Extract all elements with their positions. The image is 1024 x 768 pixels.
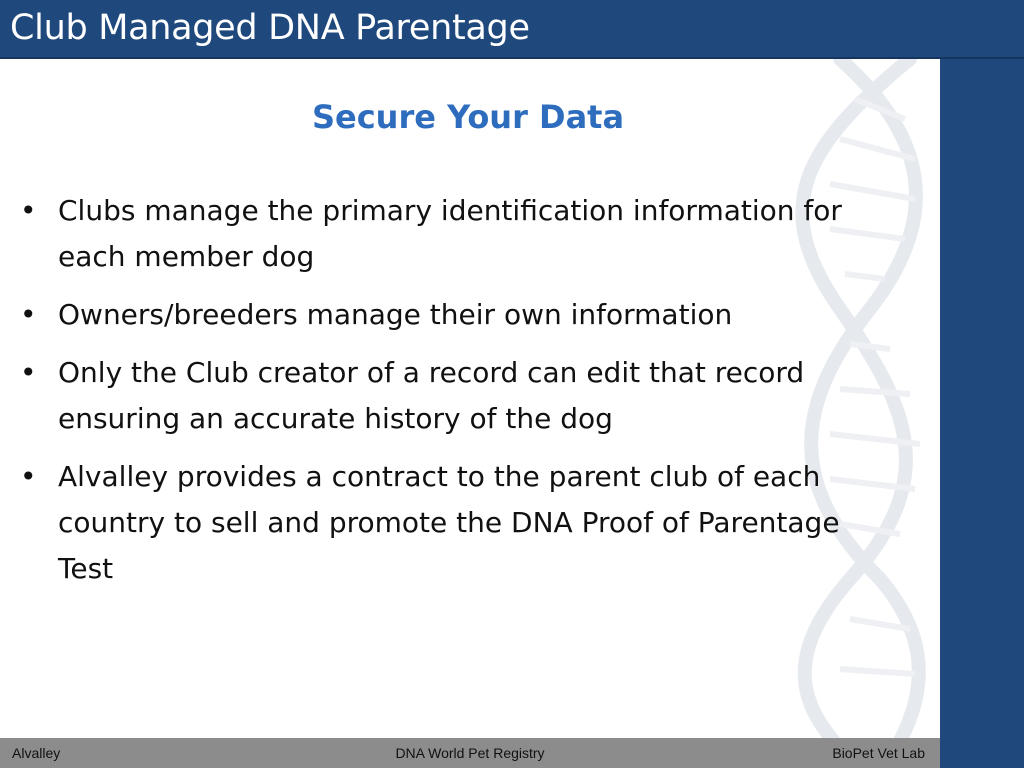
bullet-text: Clubs manage the primary identification information for each member dog [58,194,842,273]
bullet-icon: • [20,356,37,389]
slide-subtitle: Secure Your Data [311,98,625,136]
footer-left-text: Alvalley [12,745,61,761]
right-side-panel [940,59,1024,768]
footer-center-text: DNA World Pet Registry [395,745,545,761]
bullet-item [18,350,878,442]
footer-right-text: BioPet Vet Lab [832,745,925,761]
slide-title: Club Managed DNA Parentage [10,8,530,48]
bullet-item [18,454,878,592]
bullet-text: Owners/breeders manage their own information [58,298,733,331]
bullet-text: Only the Club creator of a record can edit that record ensuring an accurate history of the dog [58,356,805,435]
bullet-item [18,292,878,338]
title-bar [0,0,1024,59]
bullet-icon: • [20,460,37,493]
bullet-list [18,188,878,604]
bullet-icon: • [20,298,37,331]
footer-bar [0,738,940,768]
bullet-text: Alvalley provides a contract to the parent club of each country to sell and promote the DNA Proof of Parentage Test [58,460,840,585]
bullet-icon: • [20,194,37,227]
bullet-item [18,188,878,280]
